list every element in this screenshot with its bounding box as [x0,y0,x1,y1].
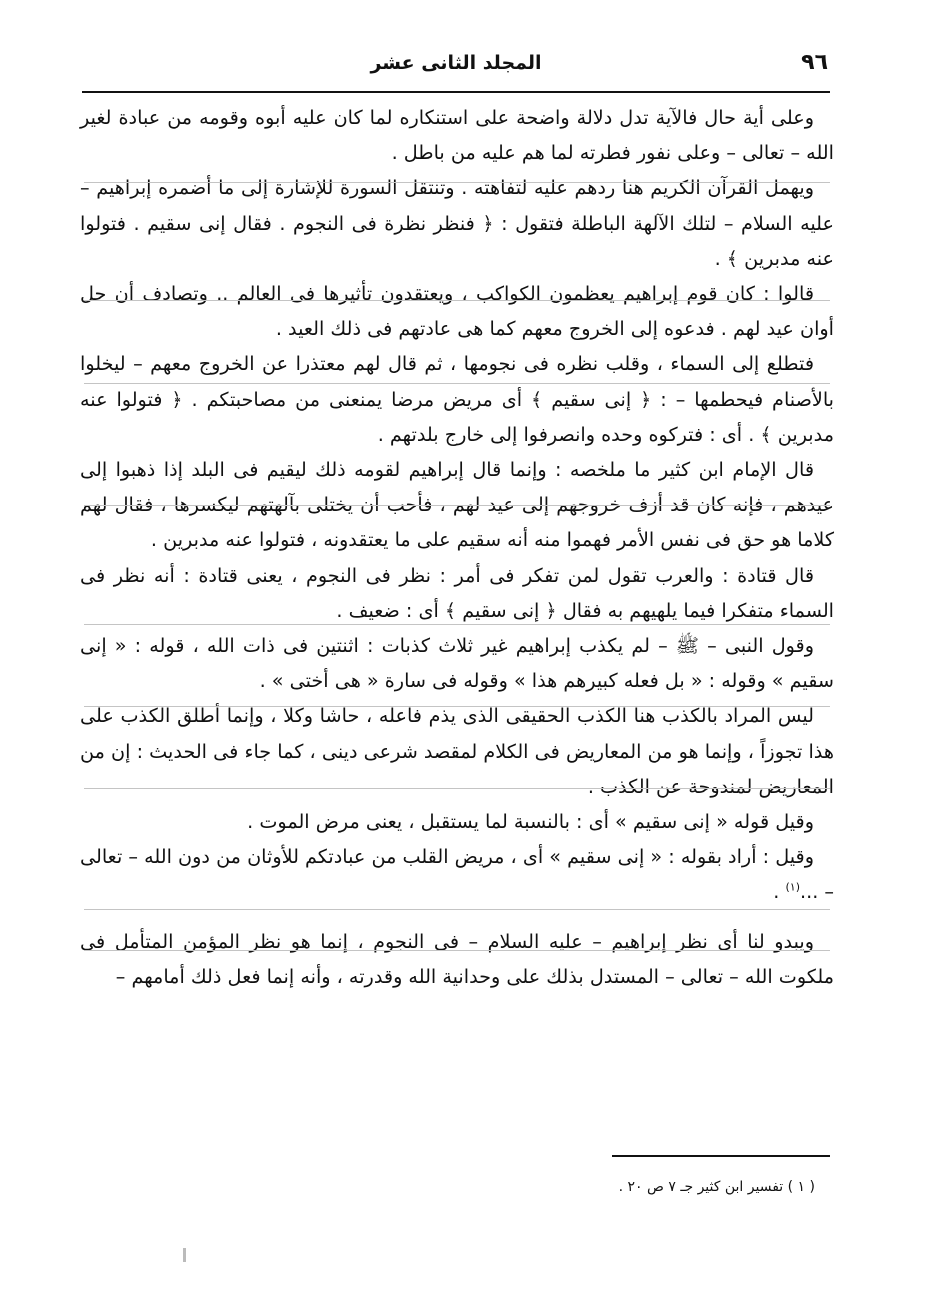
paragraph: وعلى أية حال فالآية تدل دلالة واضحة على استنكاره لما كان عليه أبوه وقومه من عبادة لغير الله – تعالى – وعلى نفور فطرته لما هم عليه من باطل . [80,106,834,165]
paragraph-divider [84,505,830,506]
paragraph: وقول النبى – ﷺ – لم يكذب إبراهيم غير ثلاث كذبات : اثنتين فى ذات الله ، قوله : « إنى سقيم » وقوله : « بل فعله كبيرهم هذا » وقوله فى سارة « هى أختى » . [80,634,834,693]
paragraph: فتطلع إلى السماء ، وقلب نظره فى نجومها ، ثم قال لهم معتذرا عن الخروج معهم – ليخلوا بالأصنام فيحطمها – : ﴿ إنى سقيم ﴾ أى مريض مرضا يمنعنى من مصاحبتكم . ﴿ فتولوا عنه مدبرين ﴾ . أى : فتركوه وحده وانصرفوا إلى خارج بلدتهم . [80,352,834,446]
paragraph-text: وقيل : أراد بقوله : « إنى سقيم » أى ، مريض القلب من عبادتكم للأوثان من دون الله – تعالى – ... [80,845,834,904]
page-number: ٩٦ [801,50,828,75]
paragraph-divider [84,300,830,301]
volume-title: المجلد الثانى عشر [370,52,542,74]
footnote: ( ١ ) تفسير ابن كثير جـ ٧ ص ٢٠ . [618,1179,815,1195]
paragraph: وقيل قوله « إنى سقيم » أى : بالنسبة لما يستقبل ، يعنى مرض الموت . [247,810,814,834]
paragraph-tail: . [773,880,786,904]
paragraph: قال الإمام ابن كثير ما ملخصه : وإنما قال إبراهيم لقومه ذلك ليقيم فى البلد إذا ذهبوا إلى عيدهم ، فإنه كان قد أزف خروجهم إلى عيد لهم ، فأحب أن يختلى بآلهتهم ليكسرها ، فقال لهم كلاما هو حق فى نفس الأمر فهموا منه أنه سقيم على ما يعتقدونه ، فتولوا عنه مدبرين . [80,458,834,552]
paragraph: ويهمل القرآن الكريم هنا ردهم عليه لتفاهته . وتنتقل السورة للإشارة إلى ما أضمره إبراهيم – عليه السلام – لتلك الآلهة الباطلة فتقول : ﴿ فنظر نظرة فى النجوم . فقال إنى سقيم . فتولوا عنه مدبرين ﴾ . [80,176,834,270]
paragraph-with-footnote [80,839,834,909]
paragraph: قالوا : كان قوم إبراهيم يعظمون الكواكب ، ويعتقدون تأثيرها فى العالم .. وتصادف أن حل أوان عيد لهم . فدعوه إلى الخروج معهم كما هى عادتهم فى ذلك العيد . [80,282,834,341]
paragraph-divider [84,383,830,384]
paragraph: قال قتادة : والعرب تقول لمن تفكر فى أمر : نظر فى النجوم ، يعنى قتادة : أنه نظر فى السماء متفكرا فيما يلهيهم به فقال ﴿ إنى سقيم ﴾ أى : ضعيف . [80,563,834,622]
page-header [82,48,830,92]
paragraph-divider [84,624,830,625]
paragraph-divider [84,909,830,910]
paragraph: ليس المراد بالكذب هنا الكذب الحقيقى الذى يذم فاعله ، حاشا وكلا ، وإنما أطلق الكذب على هذا تجوزاً ، وإنما هو من المعاريض فى الكلام لمقصد شرعى دينى ، كما جاء فى الحديث : إن من المعاريض لمندوحة عن الكذب . [80,704,834,798]
margin-mark [183,1248,186,1262]
paragraph: ويبدو لنا أى نظر إبراهيم – عليه السلام – فى النجوم ، إنما هو نظر المؤمن المتأمل فى ملكوت الله – تعالى – المستدل بذلك على وحدانية الله وقدرته ، وأنه إنما فعل ذلك أمامهم – [80,929,834,988]
footnote-marker: (١) [785,881,800,895]
header-rule [82,91,830,93]
paragraph-divider [84,182,830,183]
body-text [80,100,834,994]
paragraph-divider [84,950,830,951]
footnote-rule [612,1155,830,1157]
paragraph-divider [84,788,830,789]
paragraph-divider [84,706,830,707]
